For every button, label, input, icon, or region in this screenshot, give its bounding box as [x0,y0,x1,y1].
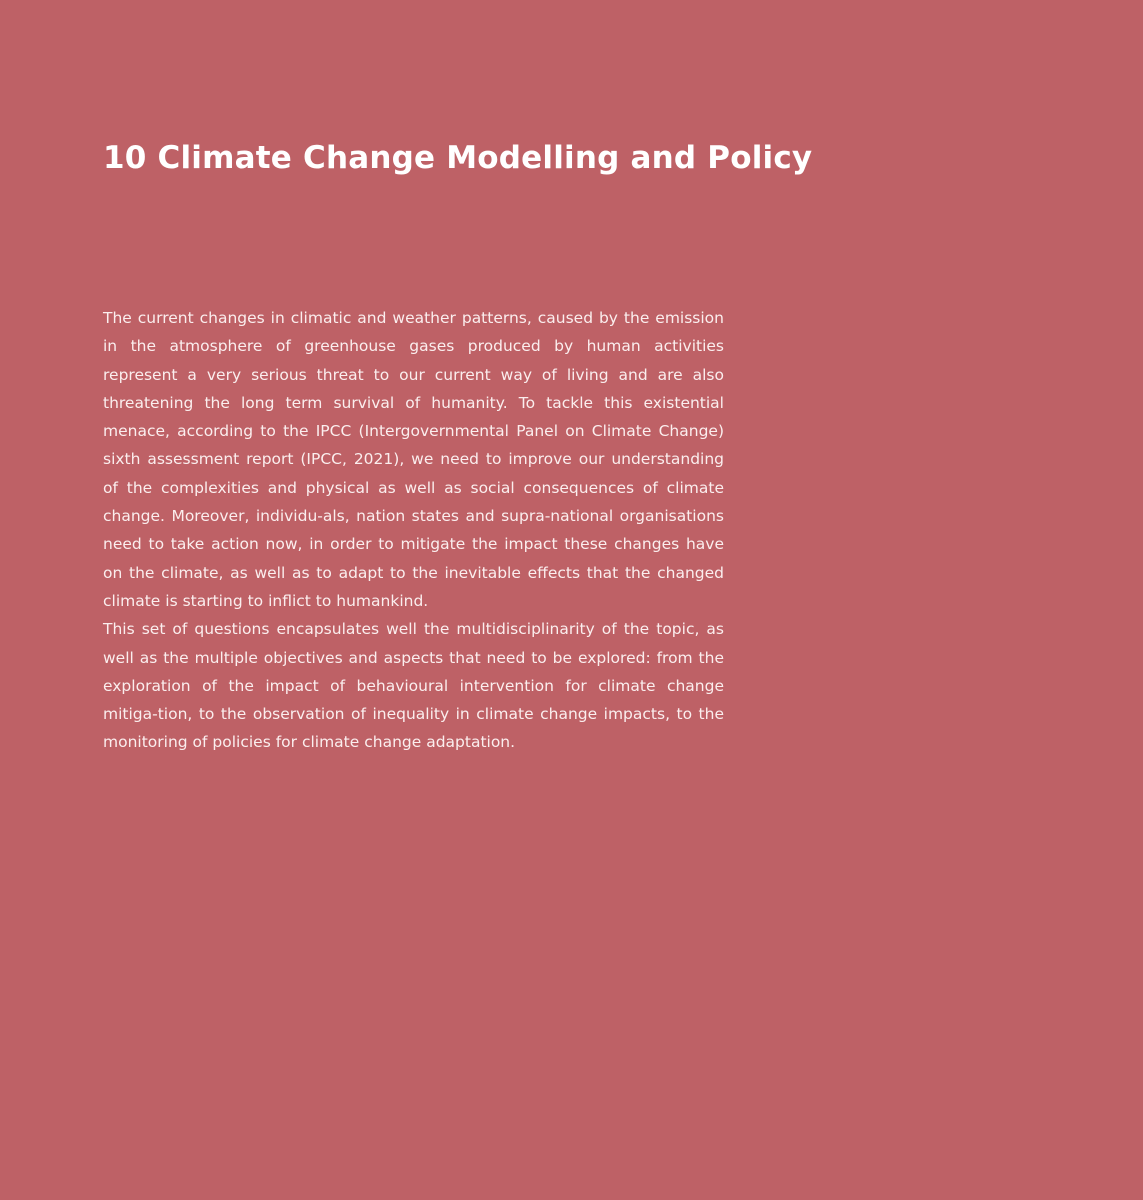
paragraph-questions: This set of questions encapsulates well the multidisciplinarity of the topic, as well as the multiple objectives and aspects that need to be explored: from the exploration of the impact of behavioural intervention for climate change mitiga-tion, to the observation of inequality in climate change impacts, to the monitoring of policies for climate change adaptation. [103,620,724,752]
body-text [103,304,724,757]
paragraph-intro: The current changes in climatic and weather patterns, caused by the emission in the atmosphere of greenhouse gases produced by human activities represent a very serious threat to our current way of living and are also threatening the long term survival of humanity. To tackle this existential menace, according to the IPCC (Intergovernmental Panel on Climate Change) sixth assessment report (IPCC, 2021), we need to improve our understanding of the complexities and physical as well as social consequences of climate change. Moreover, individu-als, nation states and supra-national organisations need to take action now, in order to mitigate the impact these changes have on the climate, as well as to adapt to the inevitable effects that the changed climate is starting to inflict to humankind. [103,309,724,610]
chapter-title: 10 Climate Change Modelling and Policy [103,140,813,176]
